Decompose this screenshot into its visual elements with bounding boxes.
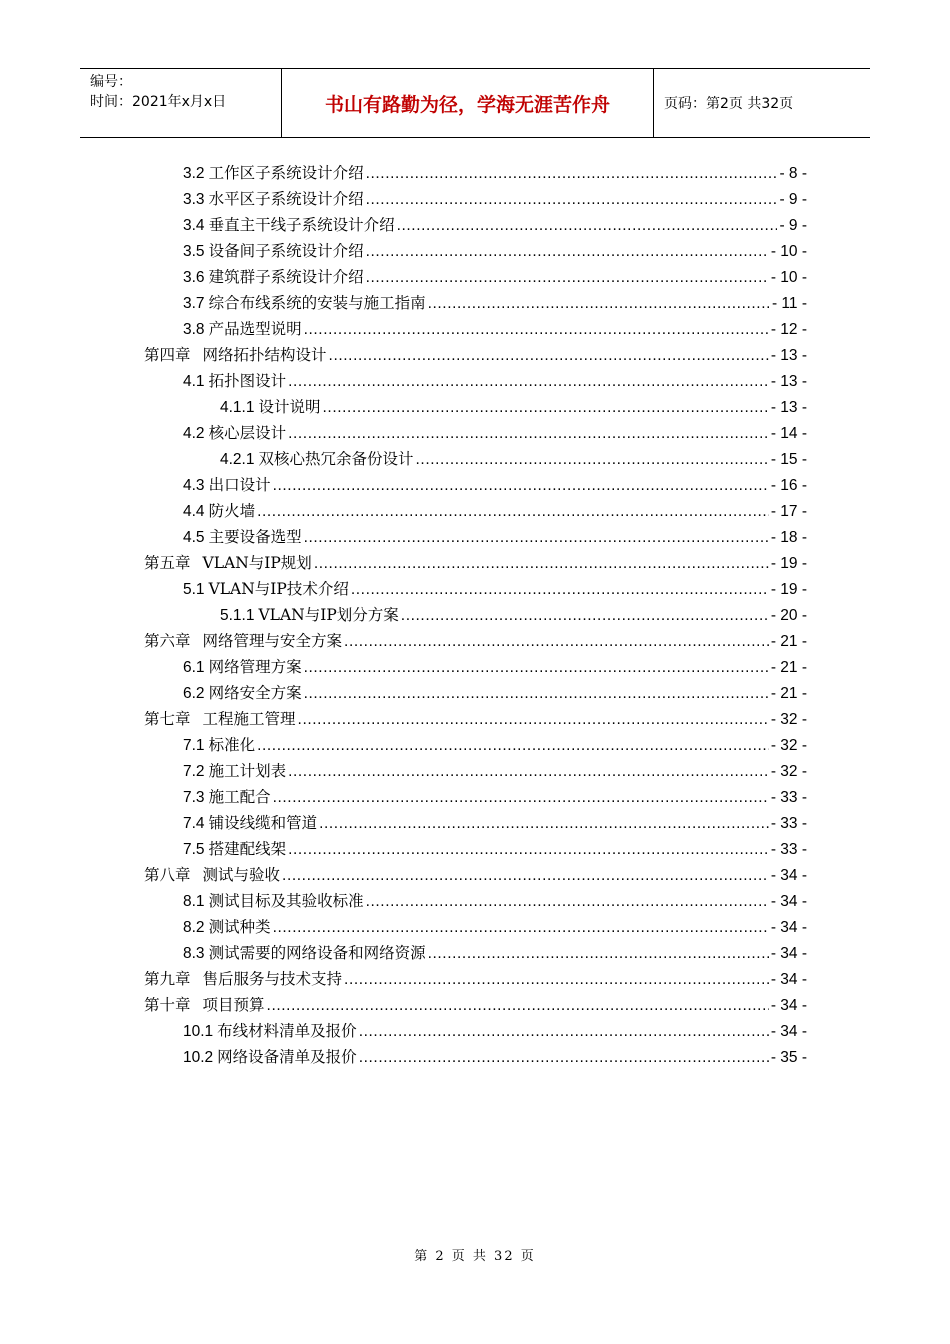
toc-entry-title: 产品选型说明 (208, 320, 302, 338)
toc-entry-page: - 17 - (770, 503, 807, 520)
toc-entry[interactable] (183, 264, 807, 290)
toc-dot-leader (428, 941, 769, 967)
toc-entry-page: - 33 - (770, 789, 807, 806)
toc-entry-page: - 12 - (770, 321, 807, 338)
toc-dot-leader (257, 733, 769, 759)
toc-dot-leader (401, 603, 769, 629)
toc-entry-title: 综合布线系统的安装与施工指南 (208, 294, 426, 312)
page-footer: 第 2 页 共 32 页 (414, 1249, 536, 1264)
toc-entry[interactable] (183, 524, 807, 550)
toc-entry[interactable] (220, 602, 807, 628)
toc-entry-number: 6.1 (183, 659, 205, 676)
toc-entry-page: - 16 - (770, 477, 807, 494)
toc-entry-title: 水平区子系统设计介绍 (208, 190, 364, 208)
toc-entry[interactable] (220, 394, 807, 420)
toc-entry-number: 第十章 (144, 996, 191, 1014)
toc-entry-number: 3.7 (183, 295, 205, 312)
toc-entry[interactable] (144, 862, 807, 888)
toc-entry-title: 测试需要的网络设备和网络资源 (208, 944, 426, 962)
toc-dot-leader (351, 577, 769, 603)
toc-dot-leader (359, 1045, 769, 1071)
toc-entry[interactable] (183, 758, 807, 784)
toc-entry-page: - 13 - (770, 399, 807, 416)
toc-entry-title: 测试目标及其验收标准 (208, 892, 364, 910)
toc-entry-page: - 8 - (779, 165, 807, 182)
toc-entry-page: - 20 - (770, 607, 807, 624)
toc-entry[interactable] (183, 1044, 807, 1070)
toc-entry-title: VLAN与IP划分方案 (258, 606, 399, 624)
toc-entry-page: - 34 - (770, 919, 807, 936)
toc-entry[interactable] (183, 940, 807, 966)
toc-entry-number: 3.3 (183, 191, 205, 208)
toc-entry-title: 工作区子系统设计介绍 (208, 164, 364, 182)
toc-entry[interactable] (144, 628, 807, 654)
header-meta (80, 69, 282, 137)
header-motto: 书山有路勤为径，学海无涯苦作舟 (282, 69, 654, 137)
toc-entry[interactable] (144, 342, 807, 368)
toc-entry[interactable] (144, 966, 807, 992)
toc-entry-title: 施工计划表 (208, 762, 287, 780)
toc-entry-title: 双核心热冗余备份设计 (258, 450, 414, 468)
toc-entry-page: - 13 - (770, 347, 807, 364)
toc-entry-number: 第八章 (144, 866, 191, 884)
toc-entry-title: 主要设备选型 (208, 528, 302, 546)
toc-entry-number: 第九章 (144, 970, 191, 988)
toc-entry[interactable] (183, 160, 807, 186)
toc-entry-page: - 32 - (770, 737, 807, 754)
toc-dot-leader (304, 655, 769, 681)
toc-entry-number: 4.3 (183, 477, 205, 494)
toc-entry-title: 测试与验收 (202, 866, 281, 884)
toc-entry-page: - 33 - (770, 841, 807, 858)
toc-entry-page: - 34 - (770, 1023, 807, 1040)
toc-entry-page: - 13 - (770, 373, 807, 390)
toc-entry-page: - 10 - (770, 243, 807, 260)
toc-entry-title: VLAN与IP规划 (202, 554, 312, 572)
toc-entry-page: - 18 - (770, 529, 807, 546)
toc-entry-title: 网络管理方案 (208, 658, 302, 676)
toc-dot-leader (416, 447, 769, 473)
toc-entry-page: - 9 - (779, 191, 807, 208)
toc-entry[interactable] (183, 654, 807, 680)
toc-entry[interactable] (220, 446, 807, 472)
toc-dot-leader (257, 499, 769, 525)
toc-entry-number: 4.1 (183, 373, 205, 390)
toc-entry-number: 3.4 (183, 217, 205, 234)
toc-entry-number: 7.5 (183, 841, 205, 858)
toc-entry-number: 4.5 (183, 529, 205, 546)
toc-entry-page: - 34 - (770, 893, 807, 910)
toc-entry-title: 布线材料清单及报价 (217, 1022, 357, 1040)
toc-entry[interactable] (183, 212, 807, 238)
toc-entry-number: 第五章 (144, 554, 191, 572)
toc-entry-page: - 32 - (770, 763, 807, 780)
toc-entry[interactable] (144, 706, 807, 732)
toc-entry-number: 7.3 (183, 789, 205, 806)
toc-entry-page: - 9 - (779, 217, 807, 234)
toc-entry-number: 8.3 (183, 945, 205, 962)
toc-entry[interactable] (183, 290, 807, 316)
toc-entry-number: 8.1 (183, 893, 205, 910)
toc-entry[interactable] (183, 316, 807, 342)
toc-entry-number: 4.1.1 (220, 399, 255, 416)
toc-dot-leader (366, 889, 769, 915)
toc-dot-leader (359, 1019, 769, 1045)
toc-entry-title: 项目预算 (202, 996, 265, 1014)
toc-dot-leader (329, 343, 769, 369)
toc-entry-number: 3.5 (183, 243, 205, 260)
toc-entry-page: - 11 - (771, 295, 807, 312)
toc-entry-page: - 34 - (770, 945, 807, 962)
toc-entry-page: - 33 - (770, 815, 807, 832)
toc-entry-title: 网络安全方案 (208, 684, 302, 702)
toc-dot-leader (323, 395, 769, 421)
toc-entry[interactable] (183, 680, 807, 706)
toc-dot-leader (273, 915, 769, 941)
toc-entry[interactable] (183, 810, 807, 836)
toc-dot-leader (304, 525, 769, 551)
toc-dot-leader (366, 239, 769, 265)
toc-entry[interactable] (183, 368, 807, 394)
toc-dot-leader (397, 213, 778, 239)
doc-date: 时间：2021年x月x日 (90, 94, 227, 110)
toc-entry-title: 出口设计 (208, 476, 271, 494)
toc-entry-title: 设计说明 (258, 398, 321, 416)
toc-entry-title: 施工配合 (208, 788, 271, 806)
toc-dot-leader (428, 291, 770, 317)
toc-entry-title: 拓扑图设计 (208, 372, 287, 390)
toc-entry[interactable] (183, 732, 807, 758)
toc-entry-number: 4.4 (183, 503, 205, 520)
toc-entry[interactable] (183, 784, 807, 810)
toc-entry[interactable] (183, 576, 807, 602)
toc-entry-page: - 19 - (770, 555, 807, 572)
toc-dot-leader (366, 161, 778, 187)
toc-entry-number: 5.1 (183, 581, 205, 598)
toc-entry-number: 第四章 (144, 346, 191, 364)
toc-entry-number: 8.2 (183, 919, 205, 936)
toc-entry-page: - 35 - (770, 1049, 807, 1066)
toc-entry-number: 3.2 (183, 165, 205, 182)
toc-entry[interactable] (144, 550, 807, 576)
toc-entry-number: 第六章 (144, 632, 191, 650)
toc-entry-title: 网络拓扑结构设计 (202, 346, 327, 364)
toc-entry[interactable] (183, 186, 807, 212)
toc-entry-title: 标准化 (208, 736, 256, 754)
toc-entry-number: 7.4 (183, 815, 205, 832)
toc-dot-leader (288, 369, 769, 395)
toc-entry-number: 5.1.1 (220, 607, 255, 624)
toc-dot-leader (273, 785, 769, 811)
toc-dot-leader (314, 551, 769, 577)
toc-dot-leader (366, 187, 778, 213)
toc-entry[interactable] (183, 914, 807, 940)
toc-dot-leader (282, 863, 769, 889)
toc-entry-number: 7.1 (183, 737, 205, 754)
toc-entry-number: 10.1 (183, 1023, 214, 1040)
toc-entry-title: 售后服务与技术支持 (202, 970, 343, 988)
toc-entry-number: 3.6 (183, 269, 205, 286)
header-page-info: 页码：第2页 共32页 (664, 96, 794, 112)
toc-entry-title: 网络管理与安全方案 (202, 632, 343, 650)
toc-dot-leader (273, 473, 769, 499)
doc-number-label: 编号： (90, 74, 132, 90)
toc-entry-page: - 14 - (770, 425, 807, 442)
toc-entry-number: 10.2 (183, 1049, 214, 1066)
toc-entry-title: 核心层设计 (208, 424, 287, 442)
toc-entry-page: - 10 - (770, 269, 807, 286)
toc-dot-leader (319, 811, 769, 837)
toc-entry[interactable] (183, 888, 807, 914)
toc-entry[interactable] (183, 420, 807, 446)
toc-entry-number: 4.2 (183, 425, 205, 442)
toc-entry-title: 测试种类 (208, 918, 271, 936)
toc-entry-title: 设备间子系统设计介绍 (208, 242, 364, 260)
toc-entry-number: 4.2.1 (220, 451, 255, 468)
toc-entry-title: VLAN与IP技术介绍 (208, 580, 349, 598)
toc-dot-leader (267, 993, 769, 1019)
toc-dot-leader (344, 967, 769, 993)
toc-entry-page: - 34 - (770, 971, 807, 988)
toc-entry[interactable] (183, 472, 807, 498)
toc-entry-page: - 21 - (770, 633, 807, 650)
page-header (80, 68, 870, 138)
toc-entry[interactable] (183, 836, 807, 862)
toc-dot-leader (304, 681, 769, 707)
toc-entry-page: - 21 - (770, 685, 807, 702)
toc-dot-leader (344, 629, 769, 655)
toc-entry-number: 第七章 (144, 710, 191, 728)
toc-entry-page: - 32 - (770, 711, 807, 728)
toc-dot-leader (288, 421, 769, 447)
toc-dot-leader (288, 759, 769, 785)
toc-entry-number: 7.2 (183, 763, 205, 780)
toc-dot-leader (298, 707, 769, 733)
toc-entry-title: 防火墙 (208, 502, 256, 520)
toc-entry-page: - 21 - (770, 659, 807, 676)
toc-dot-leader (288, 837, 769, 863)
toc-entry-page: - 34 - (770, 867, 807, 884)
toc-dot-leader (304, 317, 769, 343)
toc-entry-title: 网络设备清单及报价 (217, 1048, 357, 1066)
toc-entry-number: 6.2 (183, 685, 205, 702)
toc-entry-page: - 15 - (770, 451, 807, 468)
toc-entry-number: 3.8 (183, 321, 205, 338)
toc-entry-title: 垂直主干线子系统设计介绍 (208, 216, 395, 234)
toc-entry[interactable] (144, 992, 807, 1018)
toc-entry[interactable] (183, 238, 807, 264)
toc-dot-leader (366, 265, 769, 291)
toc-entry-title: 搭建配线架 (208, 840, 287, 858)
toc-entry-page: - 19 - (770, 581, 807, 598)
toc-entry-title: 工程施工管理 (202, 710, 296, 728)
toc-entry[interactable] (183, 1018, 807, 1044)
toc-entry[interactable] (183, 498, 807, 524)
toc-entry-page: - 34 - (770, 997, 807, 1014)
toc-entry-title: 建筑群子系统设计介绍 (208, 268, 364, 286)
toc-entry-title: 铺设线缆和管道 (208, 814, 318, 832)
